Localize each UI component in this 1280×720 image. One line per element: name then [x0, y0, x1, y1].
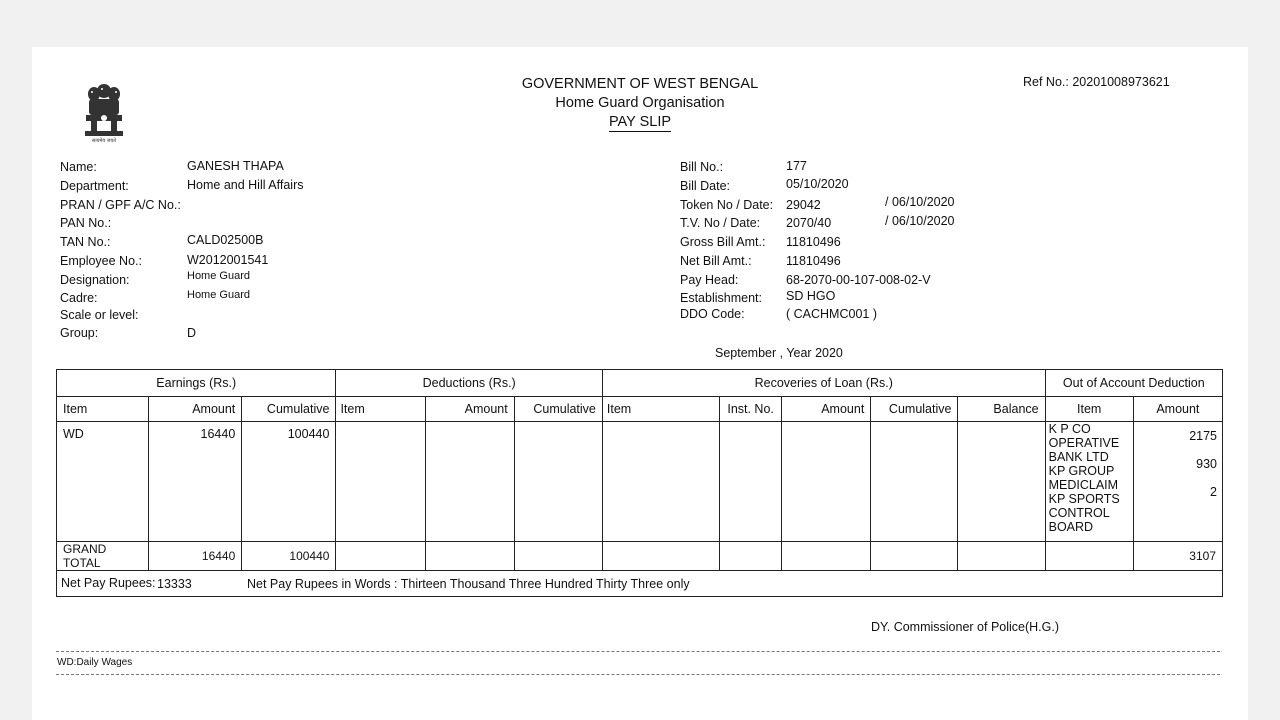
recoveries-cumulative-col: Cumulative [871, 397, 958, 422]
establishment-value: SD HGO [786, 289, 836, 303]
designation-value: Home Guard [187, 270, 250, 282]
government-title: GOVERNMENT OF WEST BENGAL [521, 76, 759, 92]
deductions-cumulative-col: Cumulative [514, 397, 602, 422]
grand-total-amount: 16440 [149, 542, 242, 571]
out-of-account-header: Out of Account Deduction [1045, 370, 1222, 397]
net-bill-value: 11810496 [786, 254, 841, 268]
deductions-amount-col: Amount [425, 397, 514, 422]
grand-total-cumulative: 100440 [242, 542, 336, 571]
organisation-title: Home Guard Organisation [555, 95, 725, 111]
oad-item: K P CO OPERATIVE BANK LTD [1048, 422, 1120, 464]
department-value: Home and Hill Affairs [187, 178, 304, 192]
pay-table [56, 369, 1223, 597]
tan-label: TAN No.: [60, 235, 111, 249]
bill-no-value: 177 [786, 159, 807, 173]
ddo-code-label: DDO Code: [680, 307, 745, 321]
earnings-cumulative-col: Cumulative [242, 397, 336, 422]
department-label: Department: [60, 179, 129, 193]
oad-item: KP SPORTS CONTROL BOARD [1048, 492, 1120, 534]
net-pay-row [57, 571, 1223, 597]
employee-no-value: W2012001541 [187, 253, 269, 267]
net-pay-label: Net Pay Rupees: [61, 576, 156, 590]
recoveries-inst-col: Inst. No. [720, 397, 782, 422]
bill-no-label: Bill No.: [680, 160, 724, 174]
name-value: GANESH THAPA [187, 159, 284, 173]
oad-amount: 930 [1196, 457, 1217, 471]
gross-bill-label: Gross Bill Amt.: [680, 235, 766, 249]
token-value: 29042 [786, 198, 821, 212]
document-title: PAY SLIP [608, 114, 672, 130]
earnings-header: Earnings (Rs.) [57, 370, 336, 397]
oad-items-cell [1045, 422, 1133, 542]
bill-date-value: 05/10/2020 [786, 177, 849, 191]
deductions-header: Deductions (Rs.) [336, 370, 602, 397]
oad-item: KP GROUP MEDICLAIM [1048, 464, 1119, 492]
token-label: Token No / Date: [680, 198, 774, 212]
recoveries-header: Recoveries of Loan (Rs.) [602, 370, 1045, 397]
cadre-label: Cadre: [60, 291, 98, 305]
pay-period: September , Year 2020 [715, 346, 843, 360]
establishment-label: Establishment: [680, 291, 762, 305]
pay-head-value: 68-2070-00-107-008-02-V [786, 273, 931, 287]
tan-value: CALD02500B [187, 233, 264, 247]
scale-label: Scale or level: [60, 308, 139, 322]
employee-no-label: Employee No.: [60, 254, 142, 268]
token-date: / 06/10/2020 [885, 195, 955, 209]
pan-label: PAN No.: [60, 216, 112, 230]
grand-total-label: GRAND TOTAL [57, 542, 149, 571]
oad-amount-col: Amount [1133, 397, 1222, 422]
oad-amount: 2175 [1189, 429, 1217, 443]
earning-cumulative: 100440 [242, 422, 336, 542]
gross-bill-value: 11810496 [786, 235, 841, 249]
footnote: WD:Daily Wages [57, 657, 133, 668]
tv-value: 2070/40 [786, 216, 832, 230]
earnings-item-col: Item [57, 397, 149, 422]
tv-date: / 06/10/2020 [885, 214, 955, 228]
emblem-caption: सत्यमेव जयते [91, 138, 117, 144]
ddo-code-value: ( CACHMC001 ) [786, 307, 877, 321]
group-value: D [187, 326, 197, 340]
net-pay-words: Net Pay Rupees in Words : Thirteen Thousand Three Hundred Thirty Three only [247, 577, 690, 591]
grand-total-oad-amount: 3107 [1133, 542, 1222, 571]
deductions-item-col: Item [336, 397, 425, 422]
designation-label: Designation: [60, 273, 130, 287]
earning-amount: 16440 [149, 422, 242, 542]
tv-label: T.V. No / Date: [680, 216, 761, 230]
reference-number: Ref No.: 20201008973621 [1023, 75, 1170, 89]
bill-date-label: Bill Date: [680, 179, 731, 193]
grand-total-row [57, 542, 1223, 571]
oad-item-col: Item [1045, 397, 1133, 422]
pran-label: PRAN / GPF A/C No.: [60, 198, 181, 212]
oad-amount: 2 [1210, 485, 1217, 499]
table-row [57, 422, 1223, 542]
recoveries-item-col: Item [602, 397, 719, 422]
recoveries-balance-col: Balance [958, 397, 1045, 422]
earnings-amount-col: Amount [149, 397, 242, 422]
divider [56, 674, 1220, 675]
oad-amounts-cell [1133, 422, 1222, 542]
pay-slip-page [32, 47, 1248, 720]
pay-head-label: Pay Head: [680, 273, 739, 287]
divider [56, 651, 1220, 652]
signatory: DY. Commissioner of Police(H.G.) [871, 620, 1060, 634]
earning-item: WD [57, 422, 149, 542]
net-bill-label: Net Bill Amt.: [680, 254, 752, 268]
group-label: Group: [60, 326, 99, 340]
recoveries-amount-col: Amount [782, 397, 871, 422]
name-label: Name: [60, 160, 97, 174]
cadre-value: Home Guard [187, 289, 250, 301]
net-pay-value: 13333 [157, 577, 192, 591]
